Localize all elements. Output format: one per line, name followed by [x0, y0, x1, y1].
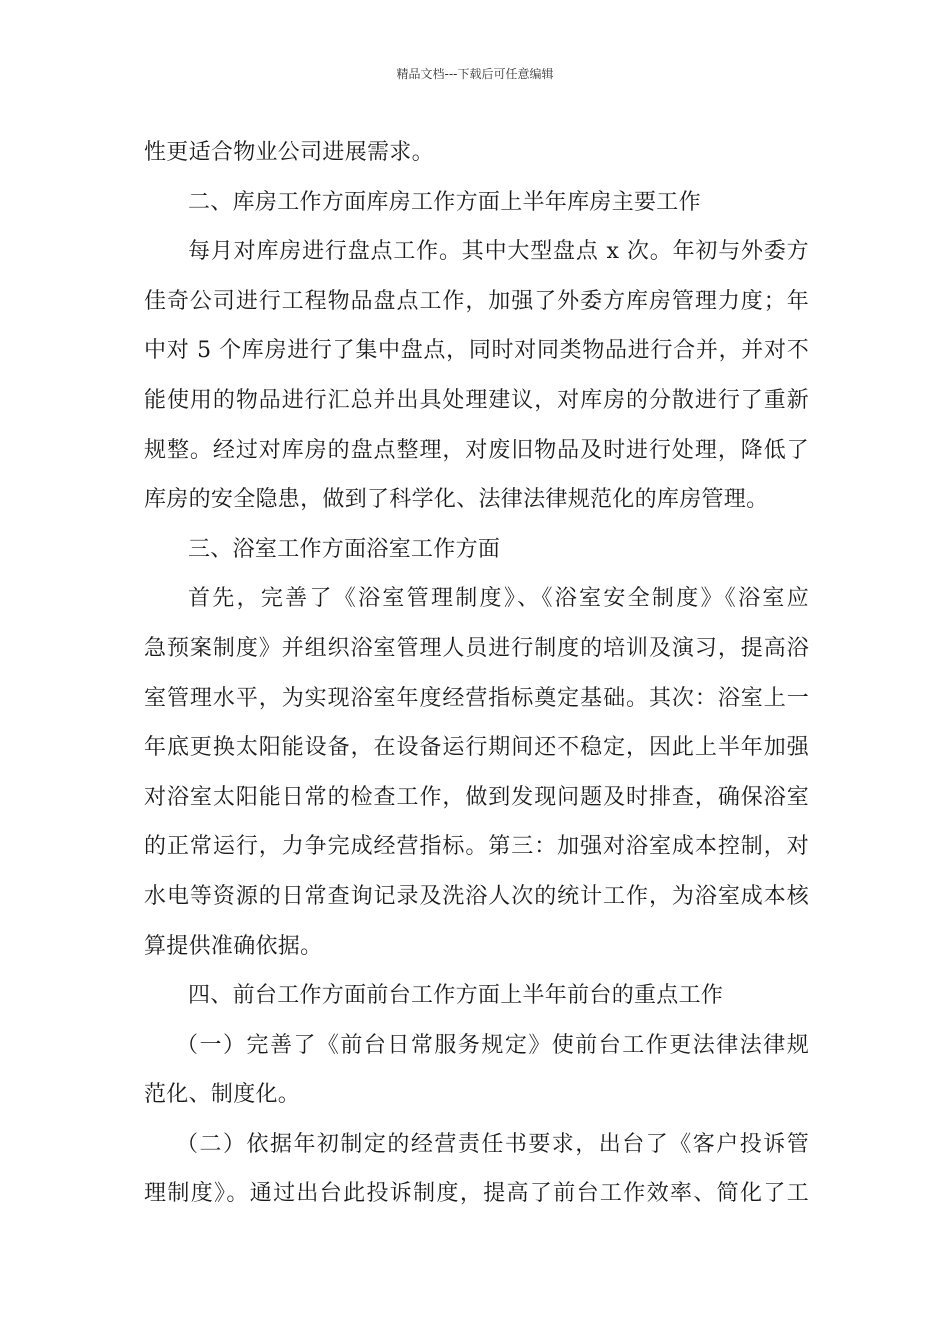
page-header: 精品文档---下载后可任意编辑 [396, 67, 554, 81]
paragraph-line: （二）依据年初制定的经营责任书要求，出台了《客户投诉管 [176, 1131, 809, 1157]
paragraph-line: 范化、制度化。 [144, 1082, 301, 1108]
paragraph-line: 对浴室太阳能日常的检查工作，做到发现问题及时排查，确保浴室 [144, 784, 809, 810]
paragraph-line: 库房的安全隐患，做到了科学化、法律法律规范化的库房管理。 [144, 487, 769, 513]
paragraph-line: 水电等资源的日常查询记录及洗浴人次的统计工作，为浴室成本核 [144, 883, 809, 909]
paragraph-line: 理制度》。通过出台此投诉制度，提高了前台工作效率、简化了工 [144, 1181, 809, 1207]
document-body [144, 128, 809, 1219]
paragraph-line: 年底更换太阳能设备，在设备运行期间还不稳定，因此上半年加强 [144, 735, 809, 761]
paragraph-line: 算提供准确依据。 [144, 933, 323, 959]
paragraph-line: 首先，完善了《浴室管理制度》、《浴室安全制度》《浴室应 [188, 586, 809, 612]
paragraph-line: （一）完善了《前台日常服务规定》使前台工作更法律法律规 [176, 1032, 809, 1058]
paragraph-line: 急预案制度》并组织浴室管理人员进行制度的培训及演习，提高浴 [144, 635, 809, 661]
paragraph-line: 每月对库房进行盘点工作。其中大型盘点 x 次。年初与外委方 [188, 239, 809, 265]
section-heading-storeroom: 二、库房工作方面库房工作方面上半年库房主要工作 [188, 189, 701, 215]
paragraph-line: 中对 5 个库房进行了集中盘点，同时对同类物品进行合并，并对不 [144, 338, 809, 364]
paragraph-line: 规整。经过对库房的盘点整理，对废旧物品及时进行处理，降低了 [144, 437, 809, 463]
section-heading-bathroom: 三、浴室工作方面浴室工作方面 [188, 536, 501, 562]
section-heading-front-desk: 四、前台工作方面前台工作方面上半年前台的重点工作 [188, 983, 724, 1009]
paragraph-line: 的正常运行，力争完成经营指标。第三：加强对浴室成本控制，对 [144, 834, 809, 860]
paragraph-line: 室管理水平，为实现浴室年度经营指标奠定基础。其次：浴室上一 [144, 685, 809, 711]
paragraph-line: 佳奇公司进行工程物品盘点工作，加强了外委方库房管理力度；年 [144, 288, 809, 314]
paragraph-line: 能使用的物品进行汇总并出具处理建议，对库房的分散进行了重新 [144, 387, 809, 413]
paragraph-line: 性更适合物业公司进展需求。 [144, 140, 434, 165]
